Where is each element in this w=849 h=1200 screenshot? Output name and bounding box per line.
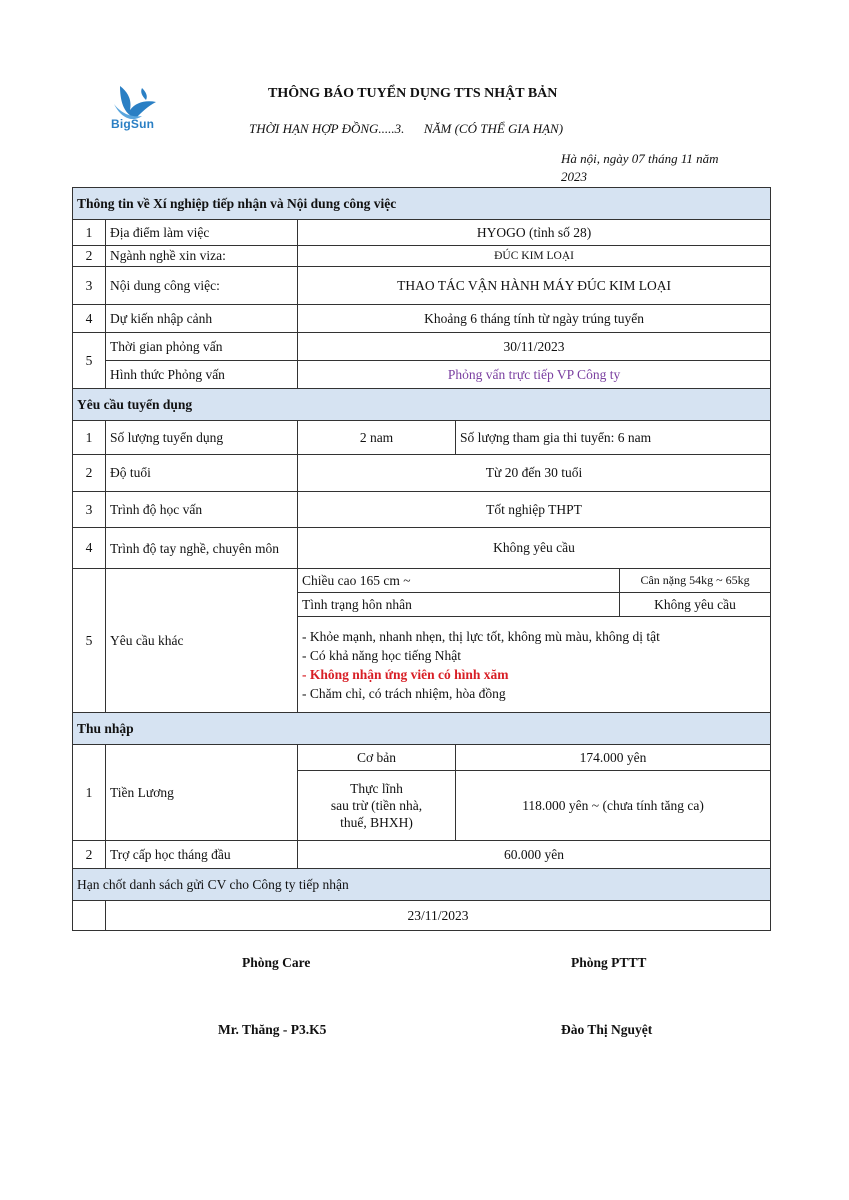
- section-header-income: [73, 713, 771, 745]
- deadline-title: Hạn chốt danh sách gửi CV cho Công ty tiếp nhận: [73, 869, 771, 901]
- row-value: ĐÚC KIM LOẠI: [298, 246, 771, 267]
- section-header-company: [73, 188, 771, 220]
- table-row: [73, 569, 771, 593]
- table-row: [73, 333, 771, 361]
- table-row: [73, 267, 771, 305]
- row-number: 4: [73, 305, 106, 333]
- net-salary-label: [298, 771, 456, 841]
- row-value: THAO TÁC VẬN HÀNH MÁY ĐÚC KIM LOẠI: [298, 267, 771, 305]
- basic-salary-label: Cơ bản: [298, 745, 456, 771]
- table-row: [73, 901, 771, 931]
- list-item: - Khỏe mạnh, nhanh nhẹn, thị lực tốt, không mù màu, không dị tật: [302, 628, 660, 644]
- row-label: Độ tuổi: [106, 455, 298, 492]
- table-row: [73, 492, 771, 528]
- allowance-label: Trợ cấp học tháng đầu: [106, 841, 298, 869]
- section-header-requirements: [73, 389, 771, 421]
- interview-format-value: Phỏng vấn trực tiếp VP Công ty: [298, 361, 771, 389]
- table-row: [73, 528, 771, 569]
- candidates-count: Số lượng tham gia thi tuyển: 6 nam: [456, 421, 771, 455]
- row-number: 2: [73, 246, 106, 267]
- signature-left-name: Mr. Thăng - P3.K5: [218, 1022, 327, 1037]
- table-row: [73, 361, 771, 389]
- net-salary-label-line: Thực lĩnh: [350, 781, 403, 796]
- table-row: [73, 841, 771, 869]
- section-title-requirements: Yêu cầu tuyển dụng: [73, 389, 771, 421]
- interview-format-label: Hình thức Phỏng vấn: [106, 361, 298, 389]
- empty-cell: [73, 901, 106, 931]
- signature-left-dept: Phòng Care: [242, 955, 311, 970]
- weight-requirement: Cân nặng 54kg ~ 65kg: [620, 569, 771, 593]
- row-number: 5: [73, 333, 106, 389]
- row-label: Địa điểm làm việc: [106, 220, 298, 246]
- net-salary-label-line: thuế, BHXH): [340, 815, 413, 830]
- row-label: Trình độ tay nghề, chuyên môn: [106, 528, 298, 569]
- issue-date-line-2: 2023: [561, 169, 587, 184]
- net-salary-label-line: sau trừ (tiền nhà,: [330, 798, 423, 813]
- row-number: 4: [73, 528, 106, 569]
- interview-date-label: Thời gian phỏng vấn: [106, 333, 298, 361]
- table-row: [73, 305, 771, 333]
- row-number: 1: [73, 745, 106, 841]
- section-title-company: Thông tin về Xí nghiệp tiếp nhận và Nội dung công việc: [73, 188, 771, 220]
- row-label: Yêu cầu khác: [106, 569, 298, 713]
- section-header-deadline: [73, 869, 771, 901]
- table-row: [73, 455, 771, 492]
- signature-right-name: Đào Thị Nguyệt: [561, 1022, 653, 1037]
- row-value: Tốt nghiệp THPT: [298, 492, 771, 528]
- interview-date-value: 30/11/2023: [298, 333, 771, 361]
- recruitment-table: [72, 187, 771, 931]
- row-label: Trình độ học vấn: [106, 492, 298, 528]
- signature-right-dept: Phòng PTTT: [571, 955, 647, 970]
- table-row: [73, 745, 771, 771]
- section-title-income: Thu nhập: [73, 713, 771, 745]
- table-row: [73, 246, 771, 267]
- salary-label: Tiền Lương: [106, 745, 298, 841]
- row-value: HYOGO (tỉnh số 28): [298, 220, 771, 246]
- height-requirement: Chiều cao 165 cm ~: [298, 569, 620, 593]
- row-label: Số lượng tuyển dụng: [106, 421, 298, 455]
- page-title: THÔNG BÁO TUYỂN DỤNG TTS NHẬT BẢN: [268, 86, 558, 101]
- row-label: Ngành nghề xin viza:: [106, 246, 298, 267]
- table-row: [73, 220, 771, 246]
- allowance-value: 60.000 yên: [298, 841, 771, 869]
- row-number: 5: [73, 569, 106, 713]
- table-row: [73, 421, 771, 455]
- basic-salary-value: 174.000 yên: [456, 745, 771, 771]
- page-subtitle: THỜI HẠN HỢP ĐỒNG.....3. NĂM (CÓ THỂ GIA HẠN): [249, 121, 564, 136]
- row-value: Khoảng 6 tháng tính từ ngày trúng tuyển: [298, 305, 771, 333]
- row-number: 2: [73, 455, 106, 492]
- marital-value: Không yêu cầu: [620, 593, 771, 617]
- row-number: 1: [73, 421, 106, 455]
- deadline-value: 23/11/2023: [106, 901, 771, 931]
- row-number: 1: [73, 220, 106, 246]
- row-label: Nội dung công việc:: [106, 267, 298, 305]
- list-item: - Chăm chỉ, có trách nhiệm, hòa đồng: [302, 685, 506, 701]
- list-item: - Có khả năng học tiếng Nhật: [302, 647, 461, 663]
- row-number: 3: [73, 267, 106, 305]
- net-salary-value: 118.000 yên ~ (chưa tính tăng ca): [456, 771, 771, 841]
- logo-brand-text: BigSun: [111, 117, 155, 131]
- issue-date: [561, 150, 776, 186]
- quota-value: 2 nam: [298, 421, 456, 455]
- list-item-highlight: - Không nhận ứng viên có hình xăm: [302, 666, 509, 682]
- marital-label: Tình trạng hôn nhân: [298, 593, 620, 617]
- other-requirements-list: [298, 617, 771, 713]
- row-value: Không yêu cầu: [298, 528, 771, 569]
- row-number: 3: [73, 492, 106, 528]
- issue-date-line-1: Hà nội, ngày 07 tháng 11 năm: [561, 151, 719, 166]
- row-value: Từ 20 đến 30 tuổi: [298, 455, 771, 492]
- row-number: 2: [73, 841, 106, 869]
- row-label: Dự kiến nhập cảnh: [106, 305, 298, 333]
